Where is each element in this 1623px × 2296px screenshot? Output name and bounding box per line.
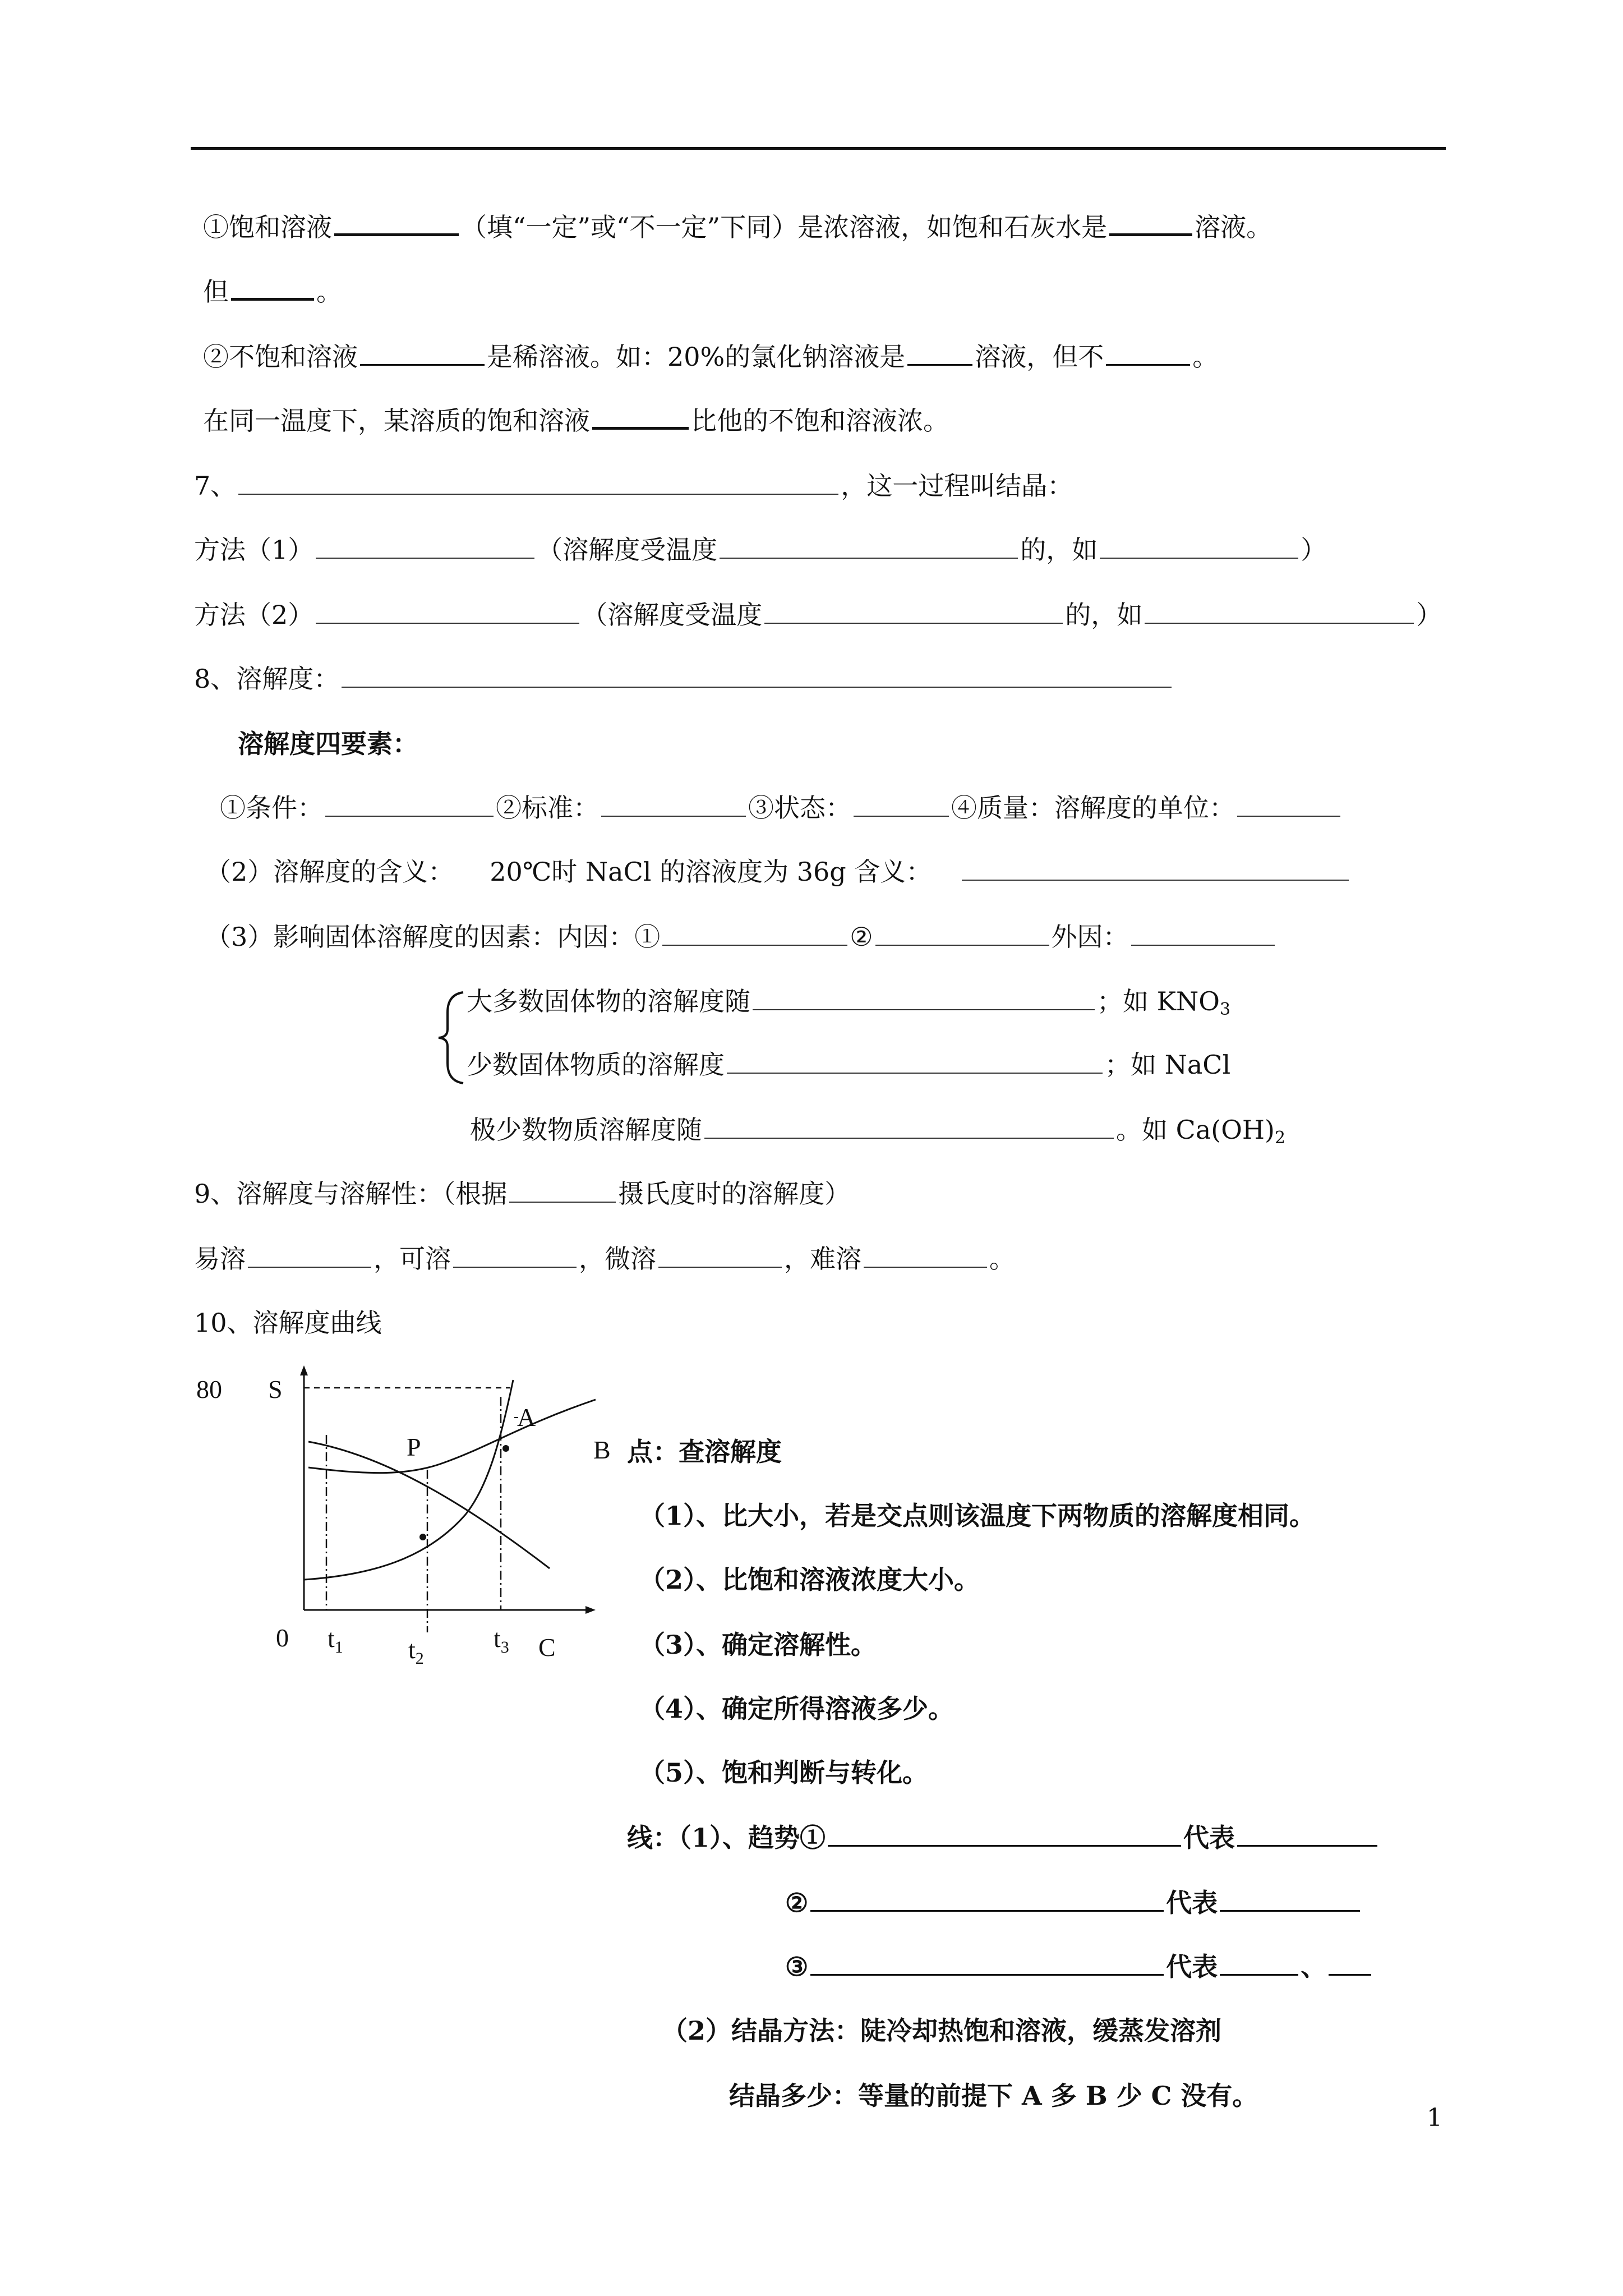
- curve-b-label: B: [593, 1435, 611, 1464]
- blank[interactable]: [1220, 1888, 1360, 1912]
- s9-line-2: 易溶 ，可溶 ，微溶 ，难溶 。: [194, 1244, 1015, 1274]
- s8-four-items: ①条件： ②标准： ③状态： ④质量：溶解度的单位：: [220, 791, 1343, 825]
- blank[interactable]: [854, 793, 949, 817]
- blank[interactable]: [810, 1888, 1164, 1912]
- blank[interactable]: [1237, 1823, 1377, 1847]
- curve-c-label: C: [538, 1633, 556, 1662]
- curve-c: [308, 1442, 550, 1568]
- s10-crystallization-1: （2）结晶方法：陡冷却热饱和溶液，缓蒸发溶剂: [662, 2016, 1222, 2046]
- s10-crystallization-2: 结晶多少：等量的前提下 A 多 B 少 C 没有。: [729, 2081, 1258, 2111]
- s6-line-4: 在同一温度下，某溶质的饱和溶液 比他的不饱和溶液浓。: [203, 406, 949, 436]
- blank[interactable]: [316, 600, 579, 624]
- blank[interactable]: [248, 1244, 371, 1268]
- blank[interactable]: [720, 535, 1018, 559]
- blank[interactable]: [907, 342, 972, 366]
- s8-meaning: （2）溶解度的含义： 20℃时 NaCl 的溶液度为 36g 含义：: [205, 855, 1351, 889]
- blank[interactable]: [231, 275, 314, 301]
- blank[interactable]: [601, 793, 746, 817]
- t2-label: $t_2$: [408, 1635, 424, 1668]
- curve-a: [304, 1380, 513, 1580]
- s8-rule-3: 极少数物质溶解度随 。如 $Ca(OH)_2$: [470, 1115, 1286, 1148]
- s7-method-1: 方法（1） （溶解度受温度 的，如 ）: [194, 535, 1327, 565]
- blank[interactable]: [316, 535, 534, 559]
- blank[interactable]: [334, 211, 459, 236]
- blank[interactable]: [662, 922, 847, 946]
- s10-point-5: （5）、饱和判断与转化。: [639, 1757, 929, 1788]
- y-axis-label: S: [268, 1375, 283, 1404]
- blank[interactable]: [509, 1179, 616, 1203]
- curve-b: [308, 1400, 596, 1473]
- curve-a-label: A: [517, 1403, 536, 1432]
- s7-line-1: 7、 ，这一过程叫结晶：: [194, 471, 1073, 501]
- s10-title: 10、溶解度曲线: [194, 1308, 382, 1338]
- y-value-label: 80: [196, 1375, 222, 1404]
- s6-line-3: ②不饱和溶液 是稀溶液。如：20%的氯化钠溶液是 溶液，但不 。: [203, 342, 1219, 372]
- blank[interactable]: [238, 471, 838, 495]
- s10-line-2: ② 代表: [785, 1886, 1362, 1920]
- s8-factors: （3）影响固体溶解度的因素：内因：① ② 外因：: [205, 920, 1277, 954]
- blank[interactable]: [1131, 922, 1275, 946]
- s10-point-2: （2）、比饱和溶液浓度大小。: [639, 1565, 980, 1595]
- blank[interactable]: [727, 1050, 1103, 1074]
- blank[interactable]: [875, 922, 1049, 946]
- s9-line-1: 9、溶解度与溶解性：（根据 摄氏度时的溶解度）: [194, 1179, 851, 1209]
- blank[interactable]: [1109, 211, 1192, 236]
- s10-point-title: 点：查溶解度: [627, 1437, 782, 1467]
- t1-label: $t_1$: [328, 1624, 343, 1657]
- s8-rule-2: 少数固体物质的溶解度 ；如 NaCl: [467, 1050, 1231, 1080]
- s10-line-3: ③ 代表 、: [785, 1950, 1373, 1984]
- s10-point-4: （4）、确定所得溶液多少。: [639, 1694, 955, 1724]
- s10-line-1: 线：（1）、趋势① 代表: [627, 1821, 1380, 1855]
- s6-line-2: 但 。: [203, 277, 342, 307]
- s7-method-2: 方法（2） （溶解度受温度 的，如 ）: [194, 600, 1442, 630]
- y-axis-arrow-icon: [300, 1365, 308, 1375]
- blank[interactable]: [1329, 1952, 1371, 1976]
- blank[interactable]: [1220, 1952, 1298, 1976]
- s10-point-3: （3）、确定溶解性。: [639, 1630, 877, 1660]
- blank[interactable]: [810, 1952, 1164, 1976]
- origin-label: 0: [276, 1623, 289, 1652]
- solubility-curve-diagram: [185, 1363, 623, 1677]
- brace-icon: [435, 990, 469, 1085]
- blank[interactable]: [1106, 342, 1190, 366]
- blank[interactable]: [360, 342, 485, 366]
- blank[interactable]: [592, 404, 689, 430]
- header-rule: [191, 147, 1446, 150]
- blank[interactable]: [764, 600, 1063, 624]
- blank[interactable]: [453, 1244, 577, 1268]
- blank[interactable]: [1100, 535, 1298, 559]
- blank[interactable]: [962, 857, 1349, 881]
- blank[interactable]: [658, 1244, 782, 1268]
- blank[interactable]: [325, 793, 494, 817]
- blank[interactable]: [753, 987, 1095, 1010]
- page-number: 1: [1427, 2104, 1442, 2132]
- blank[interactable]: [1237, 793, 1340, 817]
- t3-label: $t_3$: [494, 1624, 509, 1657]
- point-a-marker: [502, 1445, 509, 1452]
- blank[interactable]: [828, 1823, 1181, 1847]
- s6-line-1: ①饱和溶液 （填“一定”或“不一定”下同）是浓溶液，如饱和石灰水是 溶液。: [203, 212, 1272, 242]
- blank[interactable]: [1145, 600, 1414, 624]
- point-p-label: P: [407, 1433, 421, 1461]
- s8-title: 8、溶解度：: [194, 662, 1174, 696]
- blank[interactable]: [864, 1244, 987, 1268]
- s8-rule-1: 大多数固体物的溶解度随 ；如 $KNO_3$: [467, 986, 1231, 1019]
- blank[interactable]: [342, 664, 1172, 688]
- s8-four-elements: 溶解度四要素：: [238, 729, 418, 759]
- s10-point-1: （1）、比大小，若是交点则该温度下两物质的溶解度相同。: [639, 1501, 1316, 1531]
- x-axis-arrow-icon: [585, 1606, 596, 1614]
- point-p-marker: [419, 1534, 426, 1540]
- blank[interactable]: [704, 1115, 1114, 1139]
